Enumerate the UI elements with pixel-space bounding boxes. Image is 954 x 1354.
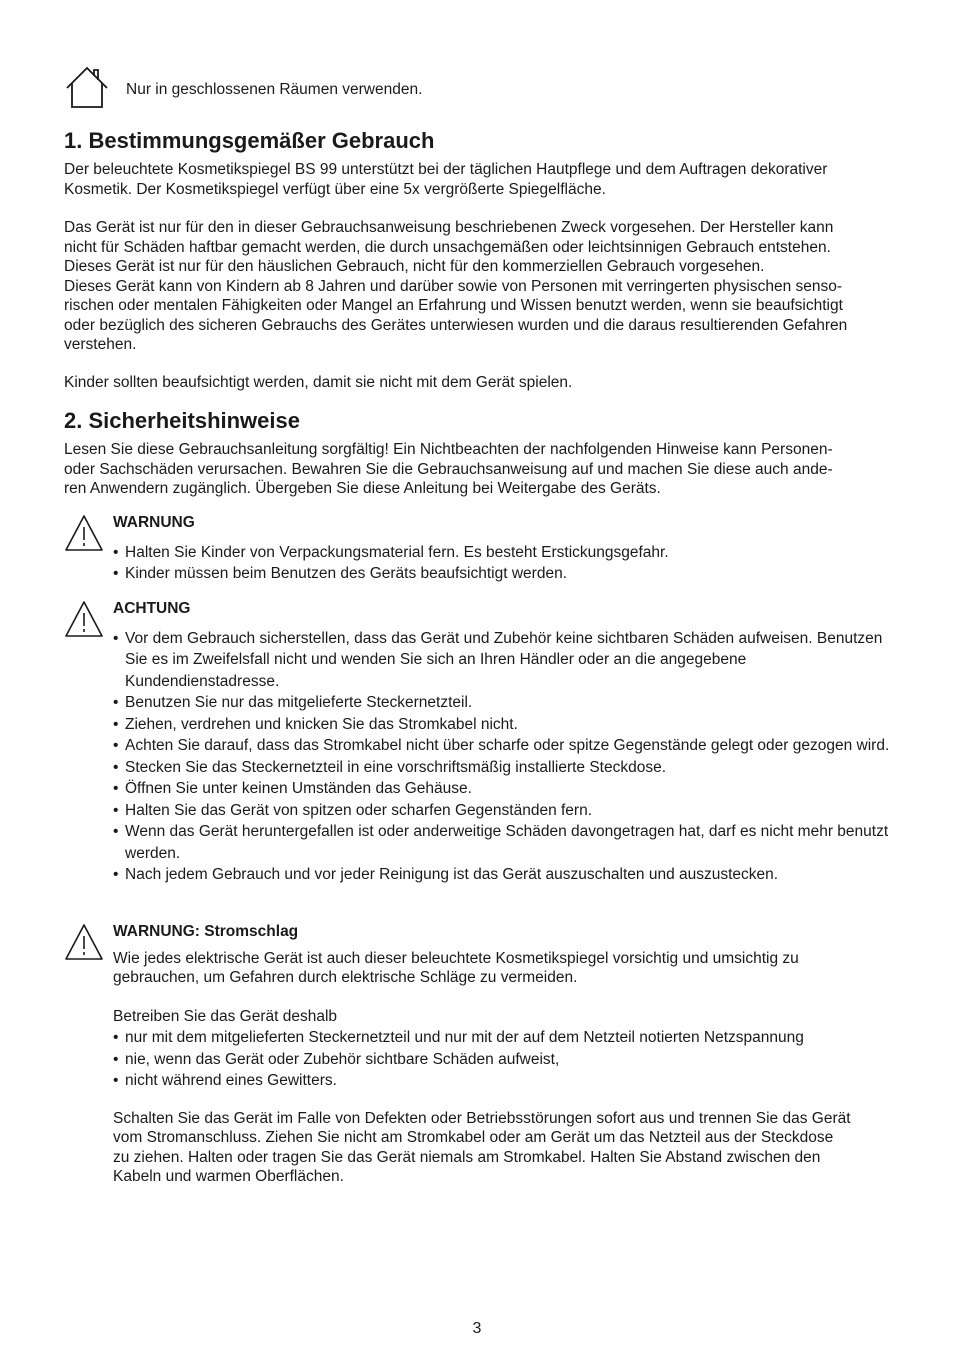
electric-shock-closing: Schalten Sie das Gerät im Falle von Defekten oder Betriebsstörungen sofort aus und trennen Sie das Gerät vom Stromanschluss. Ziehen Sie nicht am Stromkabel oder am Gerät um das Netzteil aus der Steckdose zu ziehen. Halten oder tragen Sie das Gerät niemals am Stromkabel. Halten Sie Abstand zwischen den Kabeln und warmen Oberflächen. <box>113 1109 851 1185</box>
electric-shock-lead: Betreiben Sie das Gerät deshalb <box>113 1007 338 1025</box>
electric-shock-list <box>113 1027 903 1092</box>
list-item: • nur mit dem mitgelieferten Steckernetzteil und nur mit der auf dem Netzteil notierten Netzspannung <box>113 1027 903 1049</box>
list-item: • Stecken Sie das Steckernetzteil in eine vorschriftsmäßig installierte Steckdose. <box>113 757 893 779</box>
warning-title: WARNUNG <box>113 514 195 531</box>
page-number: 3 <box>472 1320 482 1337</box>
section1-title: 1. Bestimmungsgemäßer Gebrauch <box>64 128 435 153</box>
warning-triangle-icon <box>64 922 104 962</box>
list-item: • Wenn das Gerät heruntergefallen ist oder anderweitige Schäden davongetragen hat, darf es nicht mehr benutzt werden. <box>113 821 893 864</box>
warning-block <box>113 513 903 585</box>
list-item: • Kinder müssen beim Benutzen des Geräts beaufsichtigt werden. <box>113 563 903 585</box>
electric-shock-intro: Wie jedes elektrische Gerät ist auch dieser beleuchtete Kosmetikspiegel vorsichtig und umsichtig zu gebrauchen, um Gefahren durch elektrische Schläge zu vermeiden. <box>113 949 799 986</box>
list-item: • Benutzen Sie nur das mitgelieferte Steckernetzteil. <box>113 692 893 714</box>
section2-title: 2. Sicherheitshinweise <box>64 408 300 433</box>
house-icon <box>64 64 110 110</box>
section1-paragraph-2: Das Gerät ist nur für den in dieser Gebrauchsanweisung beschriebenen Zweck vorgesehen. Der Hersteller kann nicht für Schäden haftbar gemacht werden, die durch unsachgemäßen oder leichtsinnigen Gebrauch entstehen. Dieses Gerät ist nur für den häuslichen Gebrauch, nicht für den kommerziellen Gebrauch vorgesehen. Dieses Gerät kann von Kindern ab 8 Jahren und darüber sowie von Personen mit verringerten physischen senso- rischen oder mentalen Fähigkeiten oder Mangel an Erfahrung und Wissen benutzt werden, wenn sie beaufsichtigt oder bezüglich des sicheren Gebrauchs des Gerätes unterwiesen wurden und die daraus resultierenden Gefahren verstehen. <box>64 219 848 353</box>
list-item: • Halten Sie das Gerät von spitzen oder scharfen Gegenständen fern. <box>113 800 893 822</box>
caution-title: ACHTUNG <box>113 600 191 617</box>
electric-shock-block <box>113 922 903 1187</box>
list-item: • nie, wenn das Gerät oder Zubehör sichtbare Schäden aufweist, <box>113 1049 903 1071</box>
section2-intro: Lesen Sie diese Gebrauchsanleitung sorgfältig! Ein Nichtbeachten der nachfolgenden Hinweise kann Personen- oder Sachschäden verursachen. Bewahren Sie die Gebrauchsanweisung auf und machen Sie diese auch ande- ren Anwendern zugänglich. Übergeben Sie diese Anleitung bei Weitergabe des Geräts. <box>64 441 833 497</box>
section1-paragraph-1: Der beleuchtete Kosmetikspiegel BS 99 unterstützt bei der täglichen Hautpflege und dem Auftragen dekorativer Kosmetik. Der Kosmetikspiegel verfügt über eine 5x vergrößerte Spiegelfläche. <box>64 161 828 198</box>
list-item: • Öffnen Sie unter keinen Umständen das Gehäuse. <box>113 778 893 800</box>
caution-list <box>113 628 893 886</box>
indoor-note: Nur in geschlossenen Räumen verwenden. <box>126 81 423 98</box>
section1-paragraph-3: Kinder sollten beaufsichtigt werden, damit sie nicht mit dem Gerät spielen. <box>64 374 573 391</box>
list-item: • Halten Sie Kinder von Verpackungsmaterial fern. Es besteht Erstickungsgefahr. <box>113 542 903 564</box>
list-item: • Ziehen, verdrehen und knicken Sie das Stromkabel nicht. <box>113 714 893 736</box>
electric-shock-title: WARNUNG: Stromschlag <box>113 923 299 940</box>
caution-block <box>113 599 893 886</box>
warning-triangle-icon <box>64 513 104 553</box>
list-item: • nicht während eines Gewitters. <box>113 1070 903 1092</box>
list-item: • Achten Sie darauf, dass das Stromkabel nicht über scharfe oder spitze Gegenstände gelegt oder gezogen wird. <box>113 735 893 757</box>
list-item: • Nach jedem Gebrauch und vor jeder Reinigung ist das Gerät auszuschalten und auszustecken. <box>113 864 893 886</box>
warning-list <box>113 542 903 585</box>
list-item: • Vor dem Gebrauch sicherstellen, dass das Gerät und Zubehör keine sichtbaren Schäden aufweisen. Benutzen Sie es im Zweifelsfall nicht und wenden Sie sich an Ihren Händler oder an die angegebene Kundendienstadresse. <box>113 628 893 693</box>
warning-triangle-icon <box>64 599 104 639</box>
